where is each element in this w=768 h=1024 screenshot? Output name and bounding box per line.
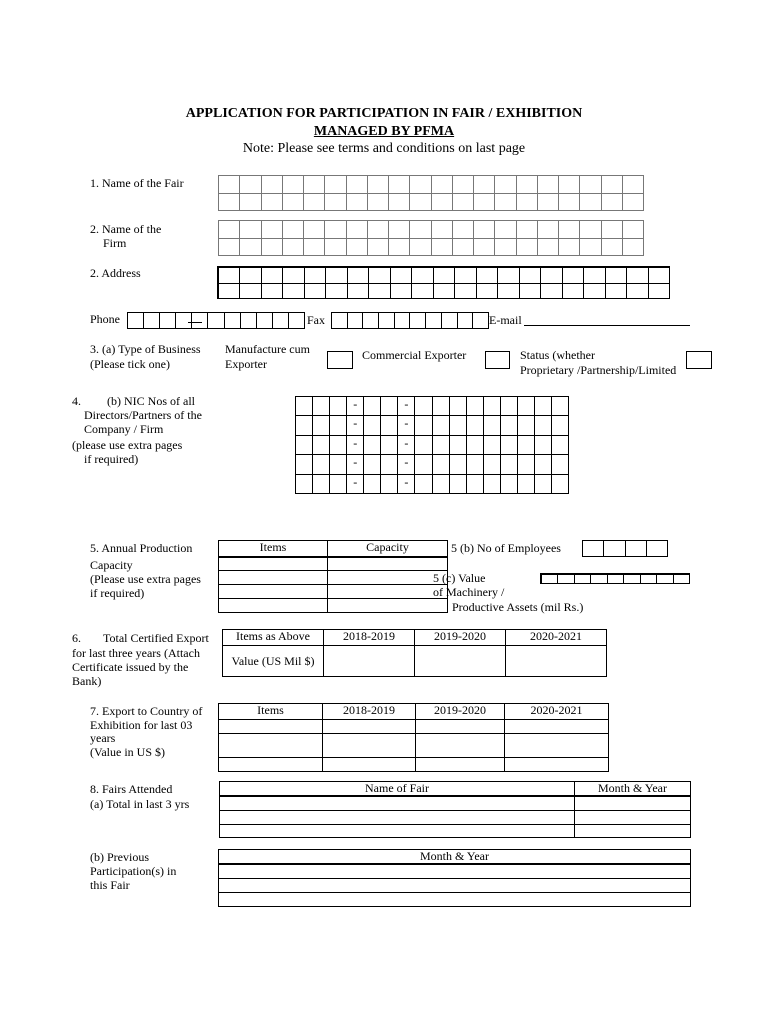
production-label-3: (Please use extra pages xyxy=(90,572,201,586)
country-export-cell[interactable] xyxy=(219,734,323,758)
phone-dash xyxy=(188,322,202,323)
export-col-year: 2020-2021 xyxy=(506,630,607,646)
country-export-cell[interactable] xyxy=(323,720,416,734)
fairs-cell[interactable] xyxy=(220,824,575,837)
country-export-cell[interactable] xyxy=(505,720,609,734)
nic-dash: - xyxy=(347,455,364,474)
fax-grid[interactable] xyxy=(331,312,489,329)
production-cell[interactable] xyxy=(328,599,448,613)
country-export-cell[interactable] xyxy=(323,758,416,772)
previous-cell[interactable] xyxy=(219,878,691,892)
country-export-col-items: Items xyxy=(219,704,323,720)
nic-dash: - xyxy=(398,436,415,455)
country-export-cell[interactable] xyxy=(416,758,505,772)
previous-participation-table xyxy=(218,849,691,907)
fairs-cell[interactable] xyxy=(220,796,575,810)
country-export-col-year: 2020-2021 xyxy=(505,704,609,720)
previous-cell[interactable] xyxy=(219,892,691,906)
production-cell[interactable] xyxy=(219,585,328,599)
nic-dash: - xyxy=(347,436,364,455)
fairs-cell[interactable] xyxy=(220,810,575,824)
nic-label-4: (please use extra pages xyxy=(72,438,183,452)
production-cell[interactable] xyxy=(328,571,448,585)
nic-dash: - xyxy=(347,475,364,494)
phone-grid[interactable] xyxy=(127,312,305,329)
option-commercial-label: Commercial Exporter xyxy=(362,348,467,362)
export-col-items: Items as Above xyxy=(223,630,324,646)
export-col-year: 2018-2019 xyxy=(324,630,415,646)
production-cell[interactable] xyxy=(328,585,448,599)
status-checkbox[interactable] xyxy=(686,351,712,369)
production-cell[interactable] xyxy=(328,557,448,571)
firm-name-label-2: Firm xyxy=(103,236,127,250)
nic-dash: - xyxy=(398,475,415,494)
country-export-cell[interactable] xyxy=(416,734,505,758)
production-label: 5. Annual Production xyxy=(90,541,193,555)
fairs-attended-label-2: (a) Total in last 3 yrs xyxy=(90,797,190,811)
option-status-label-2: Proprietary /Partnership/Limited xyxy=(520,363,677,377)
machinery-label-2: of Machinery / xyxy=(433,585,505,599)
fair-name-grid[interactable] xyxy=(218,175,644,211)
export-label-3: Certificate issued by the xyxy=(72,660,189,674)
production-col-items: Items xyxy=(219,541,328,557)
export-row-value: Value (US Mil $) xyxy=(223,646,324,677)
option-status-label: Status (whether xyxy=(520,348,595,362)
previous-col-month: Month & Year xyxy=(219,850,691,865)
form-subtitle-text: MANAGED BY PFMA xyxy=(313,124,455,139)
fairs-cell[interactable] xyxy=(575,810,691,824)
production-cell[interactable] xyxy=(219,599,328,613)
country-export-table xyxy=(218,703,609,772)
employees-label: 5 (b) No of Employees xyxy=(451,541,561,555)
export-col-year: 2019-2020 xyxy=(415,630,506,646)
export-number: 6. xyxy=(72,631,81,645)
commercial-checkbox[interactable] xyxy=(485,351,510,369)
export-value-cell[interactable] xyxy=(506,646,607,677)
export-value-cell[interactable] xyxy=(324,646,415,677)
production-label-4: if required) xyxy=(90,586,145,600)
country-export-label-3: years xyxy=(90,731,116,745)
nic-dash: - xyxy=(398,397,415,416)
machinery-label-3: Productive Assets (mil Rs.) xyxy=(452,600,584,614)
machinery-label: 5 (c) Value xyxy=(433,571,486,585)
machinery-grid[interactable] xyxy=(540,573,690,584)
country-export-label-2: Exhibition for last 03 xyxy=(90,718,193,732)
email-label: E-mail xyxy=(489,313,522,327)
country-export-cell[interactable] xyxy=(505,758,609,772)
export-label-4: Bank) xyxy=(72,674,102,688)
country-export-col-year: 2019-2020 xyxy=(416,704,505,720)
option-manufacture-label-2: Exporter xyxy=(225,357,267,371)
nic-number: 4. xyxy=(72,394,81,408)
production-cell[interactable] xyxy=(219,571,328,585)
fairs-cell[interactable] xyxy=(575,796,691,810)
nic-grid[interactable] xyxy=(295,396,569,494)
nic-label-5: if required) xyxy=(84,452,139,466)
country-export-cell[interactable] xyxy=(219,758,323,772)
option-manufacture-label: Manufacture cum xyxy=(225,342,310,356)
fax-label: Fax xyxy=(307,313,325,327)
export-label: Total Certified Export xyxy=(103,631,209,645)
production-label-2: Capacity xyxy=(90,558,133,572)
fairs-attended-label: 8. Fairs Attended xyxy=(90,782,173,796)
address-label: 2. Address xyxy=(90,266,141,280)
form-title: APPLICATION FOR PARTICIPATION IN FAIR / EXHIBITION xyxy=(185,106,583,121)
previous-participation-label-3: this Fair xyxy=(90,878,130,892)
fair-name-label: 1. Name of the Fair xyxy=(90,176,184,190)
production-table xyxy=(218,540,448,613)
nic-label: (b) NIC Nos of all xyxy=(107,394,195,408)
country-export-cell[interactable] xyxy=(323,734,416,758)
employees-grid[interactable] xyxy=(582,540,668,557)
production-col-capacity: Capacity xyxy=(328,541,448,557)
export-value-cell[interactable] xyxy=(415,646,506,677)
business-type-label: 3. (a) Type of Business xyxy=(90,342,201,356)
fairs-col-name: Name of Fair xyxy=(220,782,575,797)
nic-dash: - xyxy=(347,397,364,416)
nic-dash: - xyxy=(347,416,364,435)
country-export-cell[interactable] xyxy=(219,720,323,734)
firm-name-grid[interactable] xyxy=(218,220,644,256)
nic-label-2: Directors/Partners of the xyxy=(84,408,202,422)
address-grid[interactable] xyxy=(217,266,670,299)
nic-label-3: Company / Firm xyxy=(84,422,164,436)
export-table xyxy=(222,629,607,677)
country-export-label: 7. Export to Country of xyxy=(90,704,203,718)
manufacture-checkbox[interactable] xyxy=(327,351,353,369)
email-line[interactable] xyxy=(524,325,690,326)
phone-label: Phone xyxy=(90,312,120,326)
fairs-col-month: Month & Year xyxy=(575,782,691,797)
country-export-col-year: 2018-2019 xyxy=(323,704,416,720)
previous-cell[interactable] xyxy=(219,864,691,878)
form-subtitle xyxy=(0,124,768,140)
nic-dash: - xyxy=(398,455,415,474)
previous-participation-label-2: Participation(s) in xyxy=(90,864,177,878)
export-label-2: for last three years (Attach xyxy=(72,646,200,660)
previous-participation-label: (b) Previous xyxy=(90,850,149,864)
production-cell[interactable] xyxy=(219,557,328,571)
firm-name-label: 2. Name of the xyxy=(90,222,162,236)
business-type-hint: (Please tick one) xyxy=(90,357,170,371)
fairs-cell[interactable] xyxy=(575,824,691,837)
fairs-attended-table xyxy=(219,781,691,838)
nic-dash: - xyxy=(398,416,415,435)
form-note: Note: Please see terms and conditions on last page xyxy=(242,141,526,156)
country-export-label-4: (Value in US $) xyxy=(90,745,165,759)
country-export-cell[interactable] xyxy=(505,734,609,758)
country-export-cell[interactable] xyxy=(416,720,505,734)
